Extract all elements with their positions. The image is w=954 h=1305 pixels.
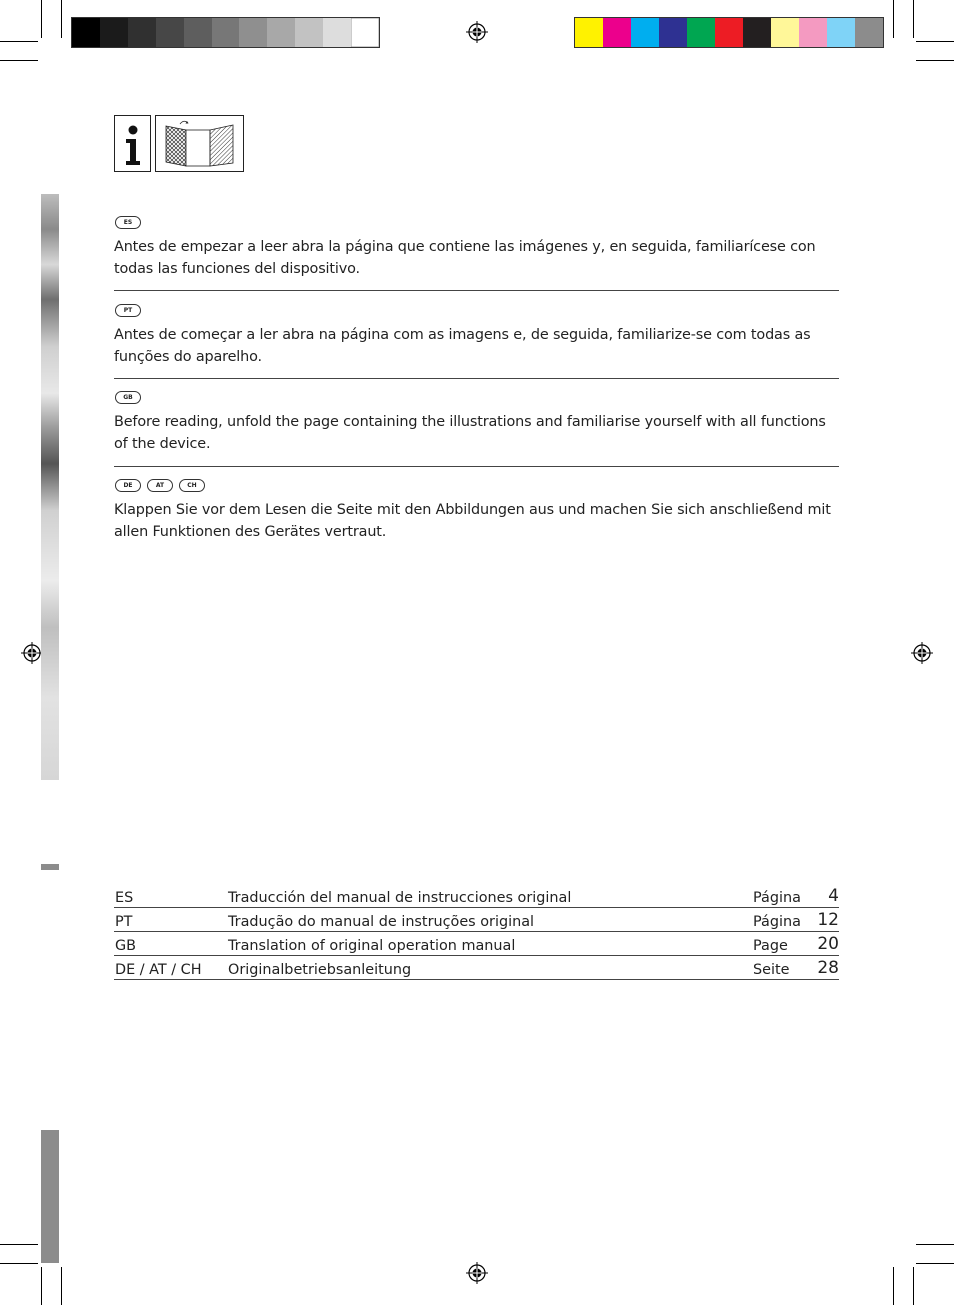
color-swatch [72, 18, 100, 47]
section-text: Antes de empezar a leer abra la página que contiene las imágenes y, en seguida, familiarícese con todas las funciones del dispositivo. [114, 239, 816, 277]
toc-page-number: 20 [817, 934, 839, 954]
color-swatch [715, 18, 743, 47]
language-badges [115, 304, 839, 318]
color-swatch [603, 18, 631, 47]
toc-page-label: Page [753, 938, 788, 954]
section-text: Klappen Sie vor dem Lesen die Seite mit den Abbildungen aus und machen Sie sich anschließend mit allen Funktionen des Gerätes vertraut. [114, 502, 831, 540]
side-photo-strip [41, 194, 59, 780]
color-swatch [100, 18, 128, 47]
language-badge: PT [115, 304, 141, 317]
toc-row [114, 908, 839, 932]
language-section-pt [114, 304, 839, 368]
toc-page-label: Página [753, 890, 801, 906]
side-tab [41, 1130, 59, 1263]
language-badge: AT [147, 479, 173, 492]
color-swatch [855, 18, 883, 47]
registration-mark-icon [466, 1262, 488, 1284]
language-badge: GB [115, 391, 141, 404]
toc-row [114, 932, 839, 956]
color-swatch [351, 18, 379, 47]
registration-mark-icon [21, 642, 43, 664]
toc-title: Traducción del manual de instrucciones original [228, 890, 572, 906]
toc-title: Originalbetriebsanleitung [228, 962, 412, 978]
grayscale-color-bar [71, 17, 380, 48]
registration-mark-icon [911, 642, 933, 664]
section-text: Antes de começar a ler abra na página com as imagens e, de seguida, familiarize-se com todas as funções do aparelho. [114, 327, 811, 365]
registration-mark-icon [466, 21, 488, 43]
divider [114, 378, 839, 379]
language-badge: DE [115, 479, 141, 492]
language-badges [115, 479, 839, 493]
color-swatch [239, 18, 267, 47]
language-badges [115, 391, 839, 405]
table-of-contents [114, 884, 839, 980]
color-swatch [575, 18, 603, 47]
color-swatch [295, 18, 323, 47]
language-badge: ES [115, 216, 141, 229]
color-swatch [799, 18, 827, 47]
language-section-es [114, 216, 839, 280]
color-swatch [827, 18, 855, 47]
toc-language-code: GB [115, 938, 137, 954]
language-badges [115, 216, 839, 230]
color-swatch [323, 18, 351, 47]
toc-language-code: ES [115, 890, 134, 906]
language-badge: CH [179, 479, 205, 492]
toc-page-label: Seite [753, 962, 790, 978]
color-swatch [743, 18, 771, 47]
toc-language-code: PT [115, 914, 133, 930]
color-swatch [631, 18, 659, 47]
color-swatch [771, 18, 799, 47]
color-swatch [128, 18, 156, 47]
color-swatch [659, 18, 687, 47]
color-swatch [212, 18, 240, 47]
toc-language-code: DE / AT / CH [115, 962, 202, 978]
color-swatch [267, 18, 295, 47]
process-color-bar [574, 17, 884, 48]
toc-page-label: Página [753, 914, 801, 930]
color-swatch [687, 18, 715, 47]
info-icon [114, 115, 151, 172]
toc-page-number: 12 [817, 910, 839, 930]
toc-title: Translation of original operation manual [228, 938, 516, 954]
toc-row [114, 956, 839, 980]
language-section-de-at-ch [114, 479, 839, 543]
fold-out-page-icon [155, 115, 244, 172]
language-section-gb [114, 391, 839, 455]
color-swatch [156, 18, 184, 47]
toc-page-number: 28 [817, 958, 839, 978]
divider [114, 466, 839, 467]
section-text: Before reading, unfold the page containing the illustrations and familiarise yourself with all functions of the device. [114, 414, 826, 452]
toc-title: Tradução do manual de instruções original [228, 914, 535, 930]
color-swatch [184, 18, 212, 47]
divider [114, 290, 839, 291]
toc-row [114, 884, 839, 908]
side-marker [41, 864, 59, 870]
toc-page-number: 4 [828, 886, 839, 906]
